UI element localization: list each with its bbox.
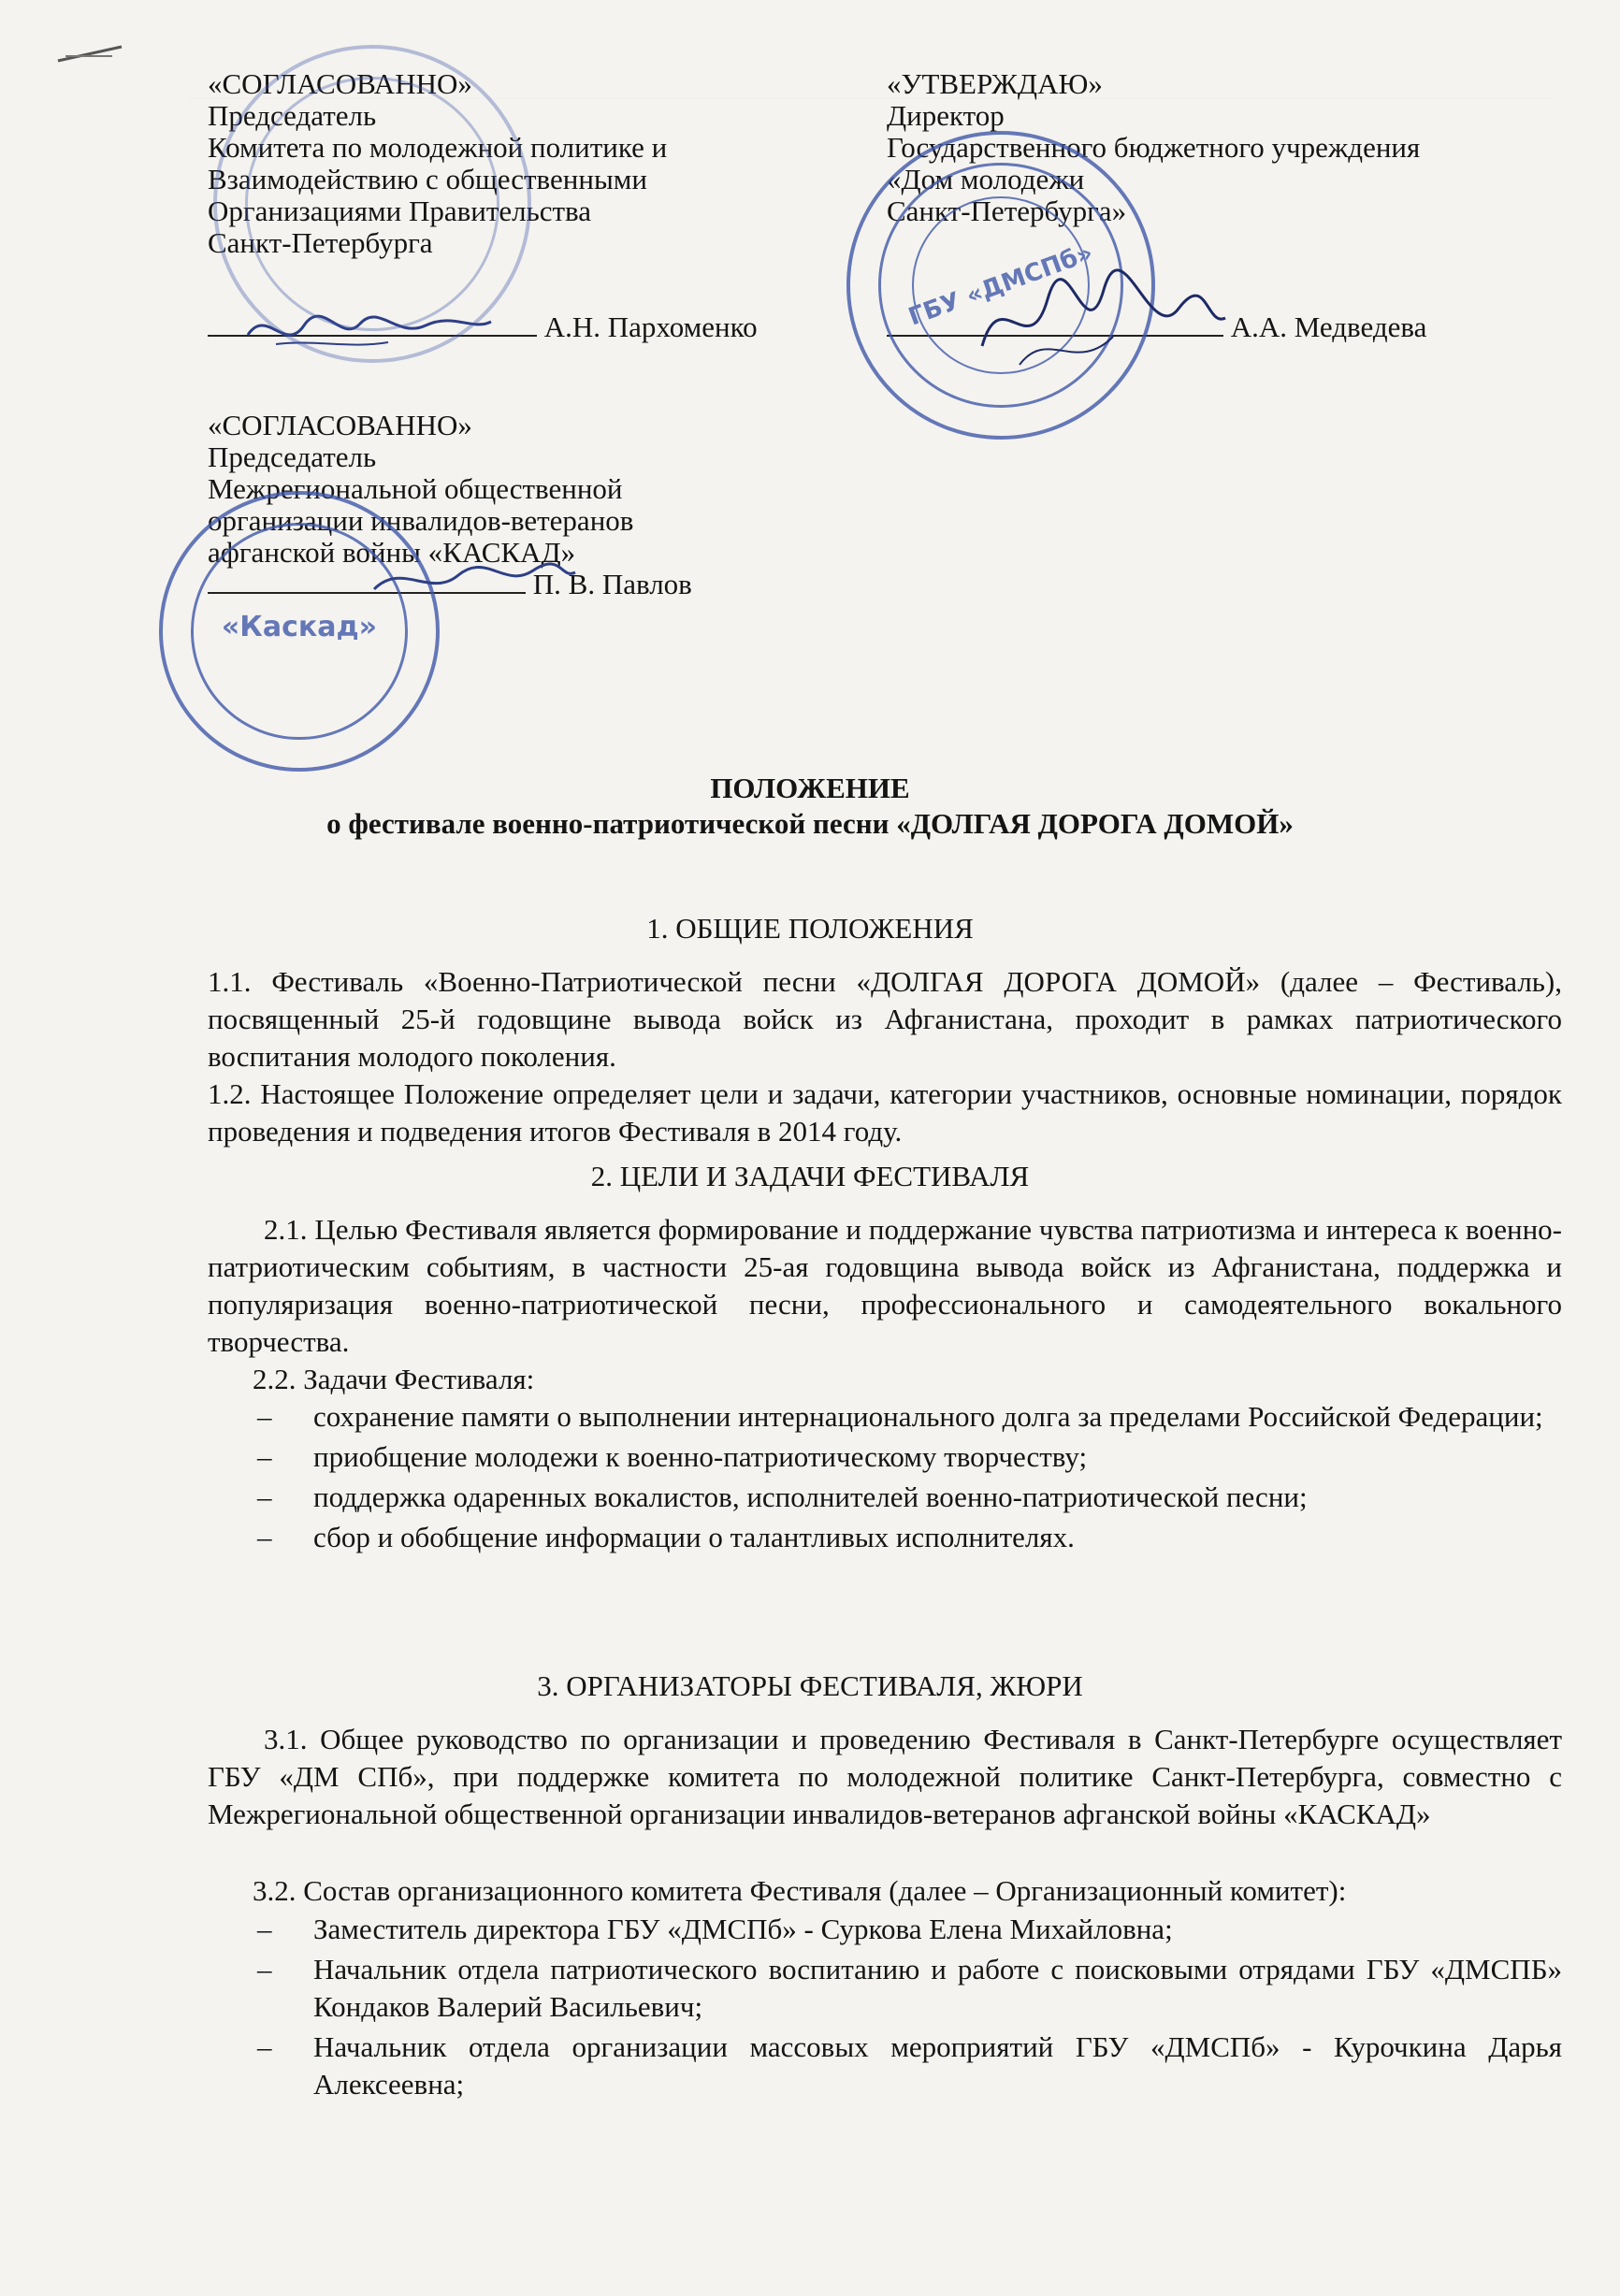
approval-line: Межрегиональной общественной [208, 472, 623, 505]
paragraph: 2.2. Задачи Фестиваля: [253, 1363, 535, 1395]
signer-name: А.Н. Пархоменко [543, 310, 758, 343]
approval-heading: «СОГЛАСОВАННО» [208, 409, 472, 441]
list-item: – приобщение молодежи к военно-патриотическому творчеству; [285, 1438, 1562, 1476]
approval-line: организации инвалидов-ветеранов [208, 504, 634, 537]
approval-line: Санкт-Петербурга» [887, 195, 1127, 227]
task-list [285, 1398, 1562, 1559]
stamp-center-text: «Каскад» [221, 611, 378, 643]
section-heading: 2. ЦЕЛИ И ЗАДАЧИ ФЕСТИВАЛЯ [590, 1160, 1030, 1192]
document-subtitle: о фестивале военно-патриотической песни «ДОЛГАЯ ДОРОГА ДОМОЙ» [326, 807, 1294, 840]
paragraph: 3.1. Общее руководство по организации и проведению Фестиваля в Санкт-Петербурге осуществляет ГБУ «ДМ СПб», при поддержке комитета по молодежной политике Санкт-Петербурга, совместно с Межрегиональной общественной организации инвалидов-ветеранов афганской войны «КАСКАД» [208, 1723, 1562, 1830]
approval-line: Председатель [208, 99, 377, 132]
approval-line: Государственного бюджетного учреждения [887, 131, 1421, 164]
signer-name: П. В. Павлов [532, 568, 692, 600]
signer-name: А.А. Медведева [1230, 310, 1427, 343]
approval-line: «Дом молодежи [887, 163, 1085, 195]
paragraph: 1.1. Фестиваль «Военно-Патриотической песни «ДОЛГАЯ ДОРОГА ДОМОЙ» (далее – Фестиваль), посвященный 25-й годовщине вывода войск из Афганистана, проходит в рамках патриотического воспитания молодого поколения. [208, 965, 1562, 1073]
list-item: – Начальник отдела организации массовых мероприятий ГБУ «ДМСПб» - Курочкина Дарья Алексеевна; [285, 2029, 1562, 2103]
paragraph: 1.2. Настоящее Положение определяет цели и задачи, категории участников, основные номинации, порядок проведения и подведения итогов Фестиваля в 2014 году. [208, 1077, 1562, 1148]
approval-line: Организациями Правительства [208, 195, 592, 227]
list-item: – сбор и обобщение информации о талантливых исполнителях. [285, 1519, 1562, 1556]
paragraph: 2.1. Целью Фестиваля является формирование и поддержание чувства патриотизма и интереса к военно-патриотическим событиям, в частности 25-ая годовщина вывода войск из Афганистана, поддержка и популяризация военно-патриотической песни, профессионального и самодеятельного вокального творчества. [208, 1213, 1562, 1358]
list-item: – поддержка одаренных вокалистов, исполнителей военно-патриотической песни; [285, 1479, 1562, 1516]
list-item: – Начальник отдела патриотического воспитанию и работе с поисковыми отрядами ГБУ «ДМСПБ» Кондаков Валерий Васильевич; [285, 1951, 1562, 2026]
approval-line: афганской войны «КАСКАД» [208, 536, 576, 569]
approval-line: Председатель [208, 440, 377, 473]
handwritten-signature [365, 552, 580, 608]
official-stamp [213, 45, 531, 363]
section-heading: 1. ОБЩИЕ ПОЛОЖЕНИЯ [646, 912, 974, 945]
document-title: ПОЛОЖЕНИЕ [710, 772, 910, 804]
handwritten-signature [963, 262, 1235, 383]
paragraph: 3.2. Состав организационного комитета Фестиваля (далее – Организационный комитет): [253, 1874, 1347, 1907]
section-heading: 3. ОРГАНИЗАТОРЫ ФЕСТИВАЛЯ, ЖЮРИ [537, 1669, 1083, 1702]
approval-line: Санкт-Петербурга [208, 226, 433, 259]
stamp-center-text: ГБУ «ДМСПб» [904, 238, 1097, 332]
list-item: – сохранение памяти о выполнении интернационального долга за пределами Российской Федерации; [285, 1398, 1562, 1436]
corner-pen-mark [56, 19, 131, 65]
approval-heading: «УТВЕРЖДАЮ» [887, 67, 1103, 100]
official-stamp [159, 491, 440, 772]
list-item: – Заместитель директора ГБУ «ДМСПб» - Суркова Елена Михайловна; [285, 1911, 1562, 1948]
approval-heading: «СОГЛАСОВАННО» [208, 67, 472, 100]
approval-line: Директор [887, 99, 1005, 132]
committee-list [285, 1911, 1562, 2106]
approval-line: Взаимодействию с общественными [208, 163, 647, 195]
approval-line: Комитета по молодежной политике и [208, 131, 668, 164]
